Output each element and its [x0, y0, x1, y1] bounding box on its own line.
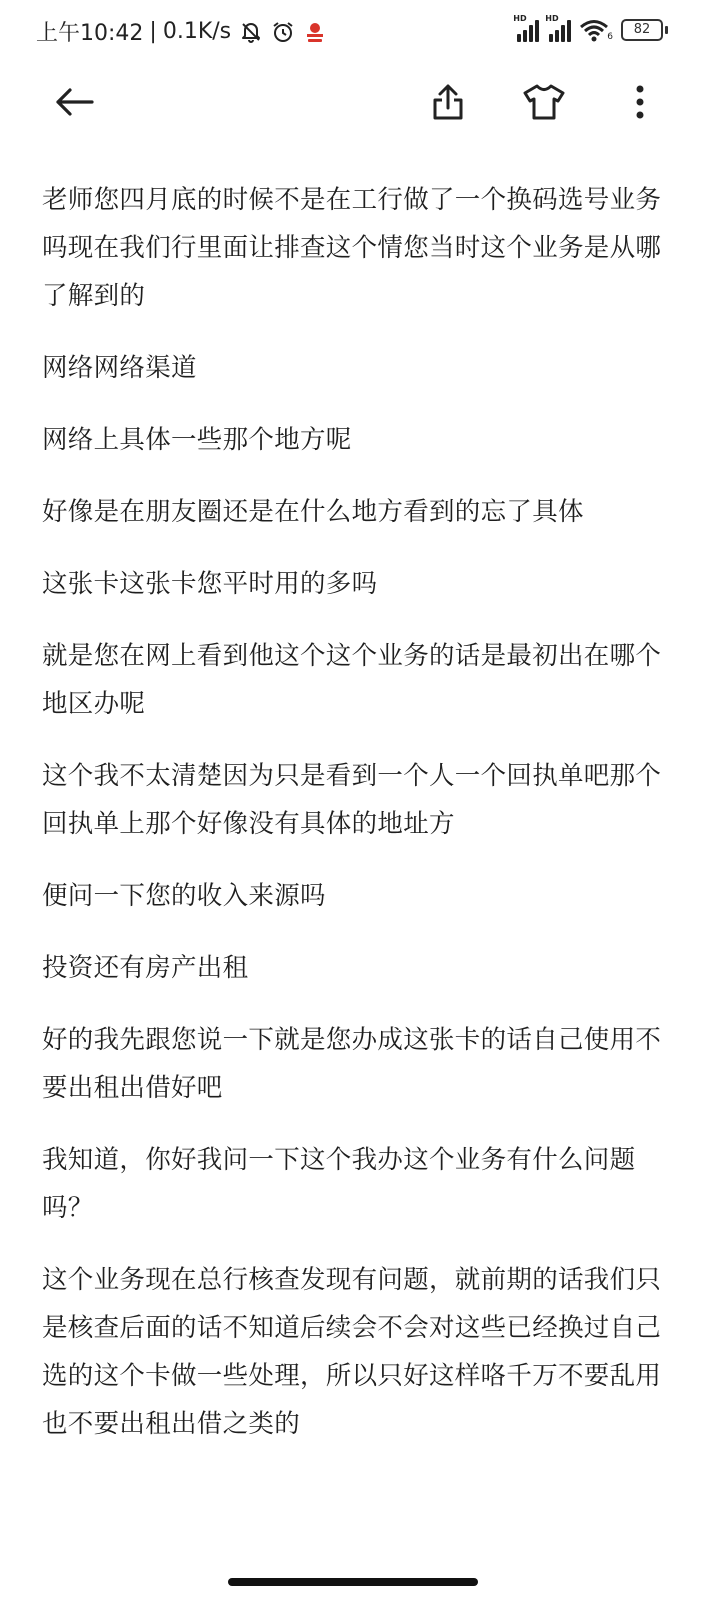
transcript-paragraph: 投资还有房产出租 — [42, 953, 249, 983]
share-icon — [430, 82, 466, 122]
transcript-paragraph: 这个业务现在总行核查发现有问题，就前期的话我们只是核查后面的话不知道后续会不会对这些已经换过自己选的这个卡做一些处理，所以只好这样咯千万不要乱用也不要出租出借之类的 — [42, 1265, 662, 1439]
mute-bell-icon — [239, 20, 263, 44]
shirt-icon — [523, 83, 565, 121]
network-speed: 0.1K/s — [162, 19, 232, 44]
back-arrow-icon — [52, 86, 96, 118]
app-notification-icon — [303, 20, 327, 44]
transcript-paragraph: 这个我不太清楚因为只是看到一个人一个回执单吧那个回执单上那个好像没有具体的地址方 — [42, 761, 662, 839]
battery-level: 82 — [621, 19, 663, 41]
more-button[interactable] — [614, 76, 666, 128]
transcript-paragraph: 好像是在朋友圈还是在什么地方看到的忘了具体 — [42, 497, 584, 527]
share-button[interactable] — [422, 76, 474, 128]
signal-hd-icon — [545, 14, 571, 42]
signal-hd-label: HD — [545, 14, 559, 23]
transcript-paragraph: 网络上具体一些那个地方呢 — [42, 425, 352, 455]
transcript-content — [42, 176, 664, 1472]
battery-icon — [621, 19, 668, 41]
more-vertical-icon — [634, 84, 646, 120]
status-right — [513, 14, 668, 42]
back-button[interactable] — [48, 76, 100, 128]
transcript-paragraph: 就是您在网上看到他这个这个业务的话是最初出在哪个地区办呢 — [42, 641, 662, 719]
status-time: 上午10:42 — [36, 21, 144, 46]
top-toolbar — [0, 64, 720, 140]
wifi-sub-label: 6 — [607, 32, 613, 42]
wifi-icon — [579, 18, 613, 42]
transcript-paragraph: 便问一下您的收入来源吗 — [42, 881, 326, 911]
status-left — [36, 16, 327, 47]
status-bar — [0, 0, 720, 64]
signal-hd-label: HD — [513, 14, 527, 23]
theme-button[interactable] — [518, 76, 570, 128]
alarm-clock-icon — [271, 20, 295, 44]
transcript-paragraph: 好的我先跟您说一下就是您办成这张卡的话自己使用不要出租出借好吧 — [42, 1025, 662, 1103]
transcript-paragraph: 网络网络渠道 — [42, 353, 197, 383]
transcript-paragraph: 我知道，你好我问一下这个我办这个业务有什么问题吗？ — [42, 1145, 636, 1223]
home-indicator[interactable] — [228, 1578, 478, 1586]
transcript-paragraph: 这张卡这张卡您平时用的多吗 — [42, 569, 378, 599]
status-separator: | — [149, 19, 157, 44]
transcript-paragraph: 老师您四月底的时候不是在工行做了一个换码选号业务吗现在我们行里面让排查这个情您当时这个业务是从哪了解到的 — [42, 185, 662, 311]
signal-hd-icon — [513, 14, 539, 42]
